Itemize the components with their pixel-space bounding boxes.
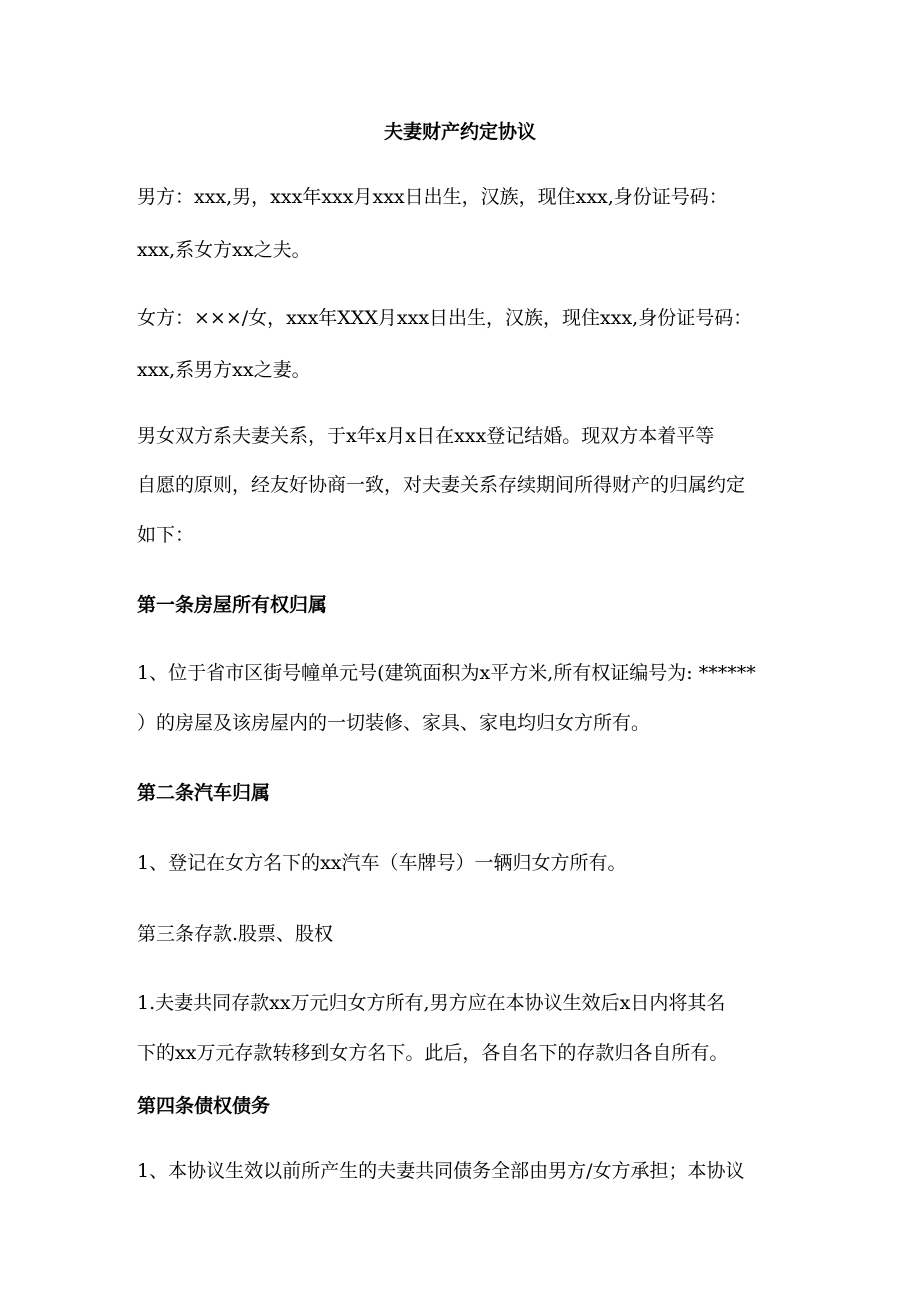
article-3-item-1-line-1: 1.夫妻共同存款xx万元归女方所有,男方应在本协议生效后x日内将其名 [137, 992, 726, 1014]
article-4-heading: 第四条债权债务 [137, 1095, 271, 1117]
husband-info-line-2: xxx,系女方xx之夫。 [137, 239, 311, 261]
intro-line-2: 自愿的原则，经友好协商一致，对夫妻关系存续期间所得财产的归属约定 [137, 474, 746, 496]
intro-line-3: 如下： [137, 524, 195, 546]
article-1-heading: 第一条房屋所有权归属 [137, 594, 328, 616]
wife-info-line-2: xxx,系男方xx之妻。 [137, 359, 311, 381]
article-4-item-1-line-1: 1、本协议生效以前所产生的夫妻共同债务全部由男方/女方承担；本协议 [137, 1160, 745, 1182]
article-2-item-1: 1、登记在女方名下的xx汽车（车牌号）一辆归女方所有。 [137, 852, 627, 874]
intro-line-1: 男女双方系夫妻关系，于x年x月x日在xxx登记结婚。现双方本着平等 [137, 425, 715, 447]
article-1-item-1-line-1: 1、位于省市区街号幢单元号(建筑面积为x平方米,所有权证编号为: ****** [137, 662, 756, 684]
wife-info-line-1: 女方：×××/女，xxx年XXX月xxx日出生，汉族，现住xxx,身份证号码： [137, 307, 753, 329]
document-title: 夫妻财产约定协议 [383, 121, 536, 143]
article-1-item-1-line-2: ）的房屋及该房屋内的一切装修、家具、家电均归女方所有。 [137, 712, 651, 734]
husband-info-line-1: 男方：xxx,男，xxx年xxx月xxx日出生，汉族，现住xxx,身份证号码： [137, 186, 728, 208]
article-3-item-1-line-2: 下的xx万元存款转移到女方名下。此后，各自名下的存款归各自所有。 [137, 1042, 729, 1064]
article-2-heading: 第二条汽车归属 [137, 782, 271, 804]
article-3-heading: 第三条存款.股票、股权 [137, 923, 334, 945]
